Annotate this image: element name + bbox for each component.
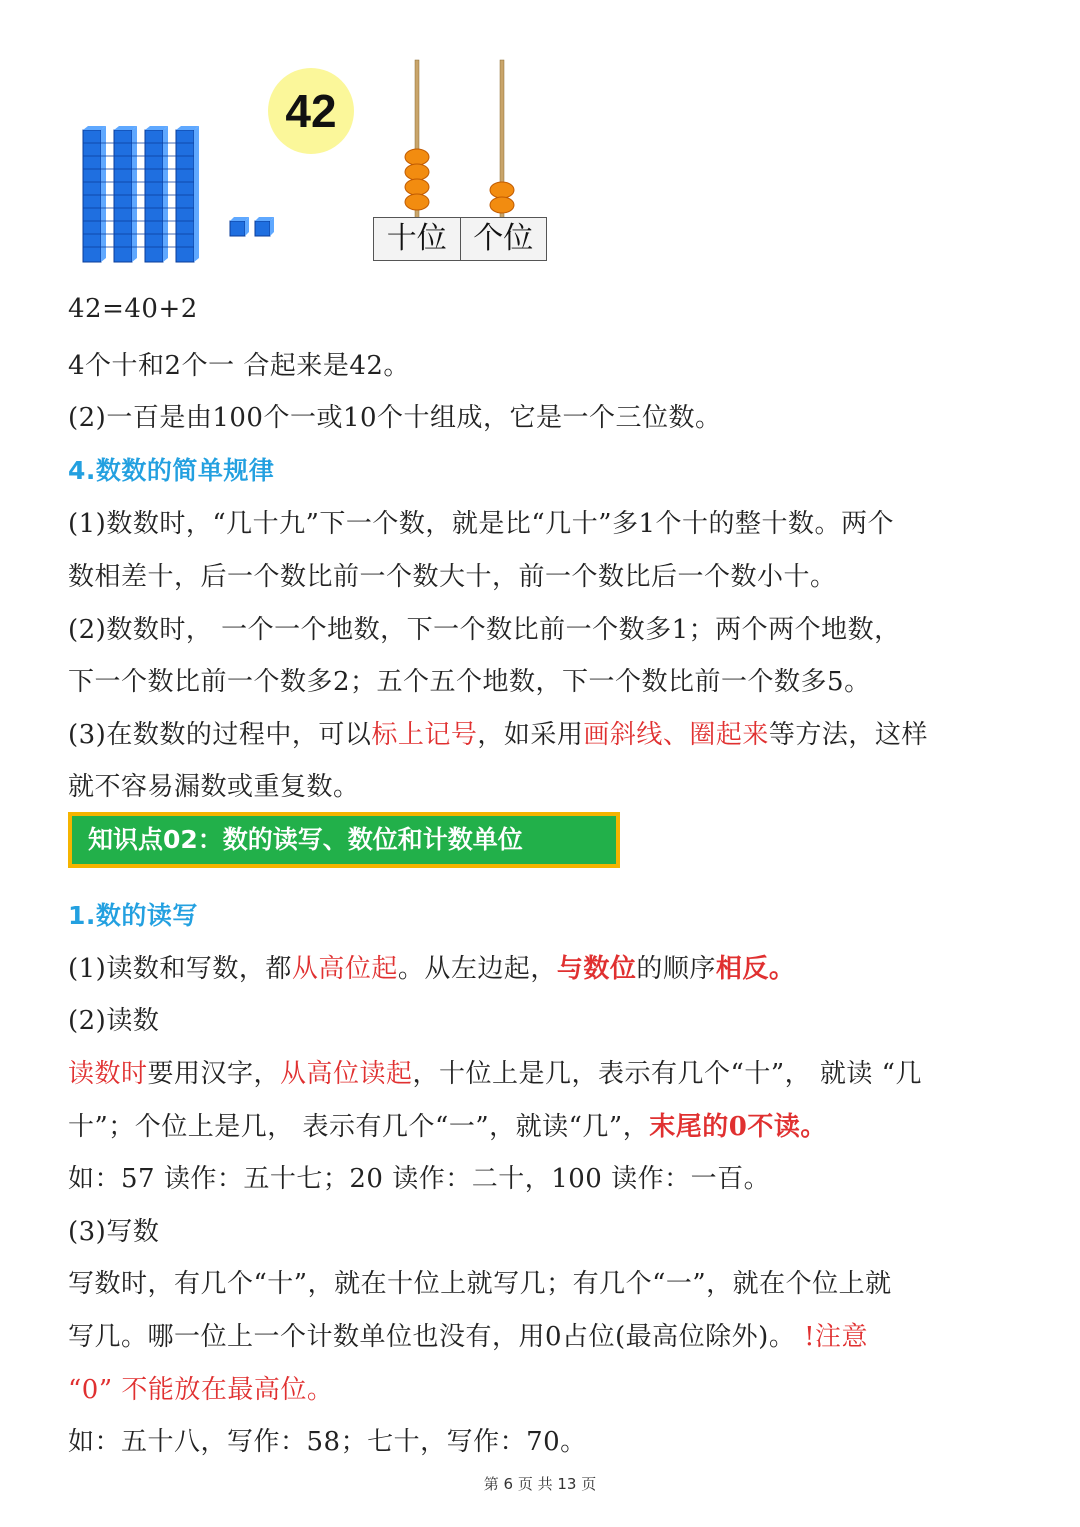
highlight-text: 相反。 — [715, 954, 796, 984]
text-line: (2)读数 — [68, 1006, 160, 1036]
text-line: 如：五十八，写作：58；七十，写作：70。 — [68, 1427, 587, 1457]
section-heading: 4.数数的简单规律 — [68, 456, 275, 485]
text-line — [68, 714, 928, 751]
unit-cubes-icon — [228, 216, 276, 238]
text-line: 就不容易漏数或重复数。 — [68, 772, 360, 802]
text-run: (1)读数和写数，都 — [68, 954, 292, 984]
number-badge: 42 — [268, 68, 354, 154]
text-run: 。从左边起， — [397, 954, 557, 984]
text-line — [68, 1316, 868, 1353]
text-line: (2)一百是由100个一或10个十组成，它是一个三位数。 — [68, 403, 722, 433]
text-line: 4个十和2个一 合起来是42。 — [68, 351, 410, 381]
highlight-text: 标上记号 — [371, 720, 478, 750]
text-run: 的顺序 — [636, 954, 716, 984]
highlight-text: 画斜线、圈起来 — [583, 720, 769, 750]
text-line: “0” 不能放在最高位。 — [68, 1375, 334, 1405]
ten-rods-icon — [80, 126, 200, 266]
text-run: ，十位上是几，表示有几个“十”， 就读 “几 — [412, 1059, 922, 1089]
text-run: ，如采用 — [477, 720, 584, 750]
text-run: 等方法，这样 — [768, 720, 928, 750]
text-line: (1)数数时，“几十九”下一个数，就是比“几十”多1个十的整十数。两个 — [68, 509, 895, 539]
highlight-text: 末尾的0不读。 — [649, 1112, 827, 1142]
ones-place-label: 个位 — [460, 218, 547, 260]
place-value-labels — [373, 217, 547, 261]
text-line — [68, 1106, 827, 1143]
highlight-text: !注意 — [804, 1322, 869, 1352]
highlight-text: 从高位起 — [291, 954, 398, 984]
highlight-text: 读数时 — [68, 1059, 148, 1089]
highlight-text: 从高位读起 — [280, 1059, 413, 1089]
knowledge-point-banner: 知识点02：数的读写、数位和计数单位 — [68, 812, 620, 868]
place-value-figure — [0, 0, 1080, 290]
tens-place-label: 十位 — [386, 221, 447, 256]
text-line: (3)写数 — [68, 1217, 160, 1247]
text-run: 要用汉字， — [147, 1059, 281, 1089]
text-line: 如：57 读作：五十七；20 读作：二十，100 读作：一百。 — [68, 1164, 771, 1194]
page-footer: 第 6 页 共 13 页 — [483, 1475, 597, 1493]
equation-line: 42=40+2 — [68, 294, 198, 324]
text-run: (3)在数数的过程中，可以 — [68, 720, 372, 750]
text-line — [68, 1053, 922, 1090]
text-run: 写几。哪一位上一个计数单位也没有，用0占位(最高位除外)。 — [68, 1322, 805, 1352]
section-heading: 1.数的读写 — [68, 901, 198, 930]
text-line: 下一个数比前一个数多2；五个五个地数，下一个数比前一个数多5。 — [68, 667, 871, 697]
text-line: 数相差十，后一个数比前一个数大十，前一个数比后一个数小十。 — [68, 562, 837, 592]
highlight-text: 与数位 — [556, 954, 637, 984]
text-run: 十”；个位上是几， 表示有几个“一”，就读“几”， — [68, 1112, 650, 1142]
text-line: 写数时，有几个“十”，就在十位上就写几；有几个“一”，就在个位上就 — [68, 1269, 892, 1299]
text-line: (2)数数时， 一个一个地数，下一个数比前一个数多1；两个两个地数， — [68, 615, 901, 645]
text-line — [68, 948, 795, 985]
